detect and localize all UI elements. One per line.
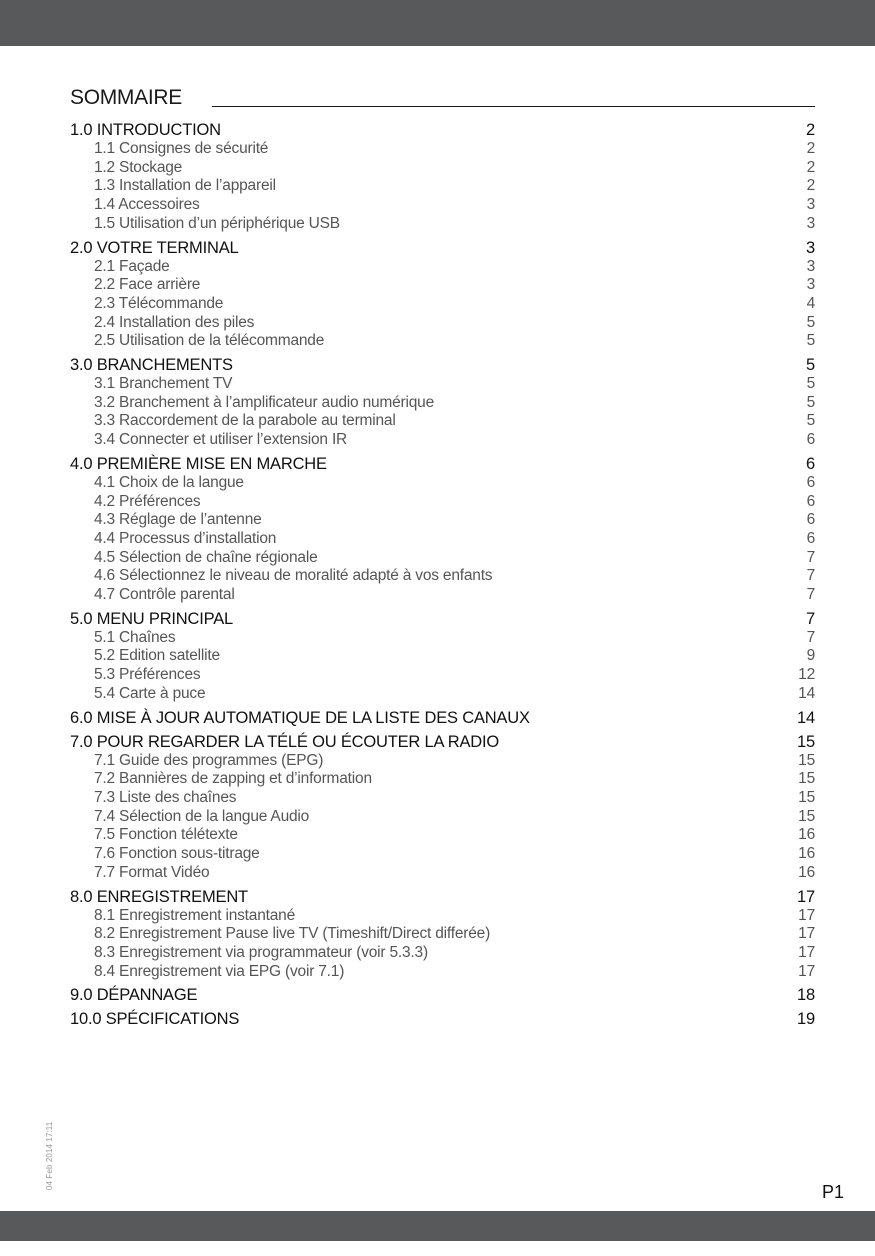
toc-item-row[interactable]: [70, 196, 815, 215]
toc-item-row[interactable]: [70, 215, 815, 234]
toc-item-row[interactable]: [70, 808, 815, 827]
toc-item-page: 6: [806, 511, 815, 529]
toc-item-row[interactable]: [70, 752, 815, 771]
toc-item-row[interactable]: [70, 511, 815, 530]
page-title: SOMMAIRE: [70, 86, 182, 109]
toc-item-page: 3: [806, 257, 815, 275]
toc-section-page: 6: [806, 454, 815, 473]
toc-item-page: 7: [806, 567, 815, 585]
toc-section-row[interactable]: [70, 888, 815, 907]
toc-item-page: 16: [798, 826, 815, 844]
toc-section: [70, 356, 815, 450]
toc-item-label: 3.4 Connecter et utiliser l’extension IR: [94, 431, 348, 449]
toc-item-page: 5: [806, 332, 815, 350]
toc-section-title: 9.0 DÉPANNAGE: [70, 986, 198, 1005]
toc-section-page: 7: [806, 609, 815, 628]
toc-item-label: 1.3 Installation de l’appareil: [94, 177, 276, 195]
toc-section-title: 7.0 POUR REGARDER LA TÉLÉ OU ÉCOUTER LA RADIO: [70, 732, 499, 751]
toc-item-page: 17: [798, 962, 815, 980]
toc-section-row[interactable]: [70, 121, 815, 140]
toc-item-row[interactable]: [70, 666, 815, 685]
toc-item-label: 2.2 Face arrière: [94, 276, 201, 294]
toc-item-row[interactable]: [70, 944, 815, 963]
toc-item-label: 5.4 Carte à puce: [94, 684, 206, 702]
toc-item-row[interactable]: [70, 567, 815, 586]
toc-section-title: 3.0 BRANCHEMENTS: [70, 356, 233, 375]
print-timestamp: 04 Feb 2014 17:11: [45, 1121, 54, 1190]
toc-section-title: 4.0 PREMIÈRE MISE EN MARCHE: [70, 454, 327, 473]
toc-item-label: 2.3 Télécommande: [94, 294, 224, 312]
toc-item-page: 4: [806, 294, 815, 312]
toc-section: [70, 239, 815, 352]
toc-item-label: 8.2 Enregistrement Pause live TV (Timeshift/Direct differée): [94, 925, 491, 943]
toc-item-page: 7: [806, 548, 815, 566]
toc-item-page: 15: [798, 751, 815, 769]
toc-item-page: 3: [806, 214, 815, 232]
toc-item-page: 16: [798, 845, 815, 863]
toc-item-page: 15: [798, 807, 815, 825]
toc-item-page: 17: [798, 943, 815, 961]
toc-section-page: 3: [806, 238, 815, 257]
toc-item-label: 4.5 Sélection de chaîne régionale: [94, 548, 318, 566]
toc-item-row[interactable]: [70, 629, 815, 648]
toc-section: [70, 709, 815, 728]
toc-section-title: 8.0 ENREGISTREMENT: [70, 887, 248, 906]
toc-heading: [70, 86, 815, 112]
toc-item-row[interactable]: [70, 140, 815, 159]
toc-item-row[interactable]: [70, 770, 815, 789]
toc-item-row[interactable]: [70, 394, 815, 413]
toc-item-page: 16: [798, 863, 815, 881]
toc-section: [70, 888, 815, 982]
toc-section-title: 2.0 VOTRE TERMINAL: [70, 238, 239, 257]
toc-item-row[interactable]: [70, 295, 815, 314]
toc-section-row[interactable]: [70, 455, 815, 474]
toc-item-row[interactable]: [70, 493, 815, 512]
toc-item-label: 5.1 Chaînes: [94, 628, 176, 646]
toc-item-page: 6: [806, 492, 815, 510]
toc-item-label: 5.3 Préférences: [94, 666, 201, 684]
toc-item-row[interactable]: [70, 963, 815, 982]
toc-section-row[interactable]: [70, 986, 815, 1005]
toc-item-page: 17: [798, 906, 815, 924]
toc-item-row[interactable]: [70, 907, 815, 926]
toc-item-row[interactable]: [70, 474, 815, 493]
toc-item-row[interactable]: [70, 314, 815, 333]
toc-item-page: 2: [806, 158, 815, 176]
toc-section: [70, 610, 815, 704]
toc-section: [70, 986, 815, 1005]
toc-section-title: 1.0 INTRODUCTION: [70, 121, 221, 139]
toc-item-page: 7: [806, 628, 815, 646]
toc-item-label: 7.7 Format Vidéo: [94, 863, 210, 881]
toc-item-page: 15: [798, 788, 815, 806]
toc-item-row[interactable]: [70, 177, 815, 196]
toc-item-page: 9: [806, 647, 815, 665]
toc-section-title: 10.0 SPÉCIFICATIONS: [70, 1010, 240, 1029]
toc-item-row[interactable]: [70, 647, 815, 666]
toc-item-page: 3: [806, 196, 815, 214]
toc-section-page: 5: [806, 356, 815, 375]
toc-item-row[interactable]: [70, 789, 815, 808]
toc-item-row[interactable]: [70, 826, 815, 845]
toc-section: [70, 1010, 815, 1029]
table-of-contents: [70, 121, 815, 1034]
toc-item-page: 6: [806, 529, 815, 547]
toc-item-row[interactable]: [70, 864, 815, 883]
bottom-footer-band: [0, 1211, 875, 1241]
toc-item-label: 3.2 Branchement à l’amplificateur audio numérique: [94, 393, 435, 411]
toc-item-label: 8.1 Enregistrement instantané: [94, 906, 295, 924]
toc-item-row[interactable]: [70, 412, 815, 431]
toc-item-row[interactable]: [70, 159, 815, 178]
toc-item-page: 5: [806, 313, 815, 331]
toc-item-label: 2.1 Façade: [94, 257, 170, 275]
toc-section: [70, 733, 815, 883]
toc-section-row[interactable]: [70, 733, 815, 752]
toc-item-row[interactable]: [70, 586, 815, 605]
toc-item-row[interactable]: [70, 431, 815, 450]
toc-item-page: 2: [806, 140, 815, 157]
toc-item-page: 17: [798, 925, 815, 943]
toc-item-label: 7.4 Sélection de la langue Audio: [94, 807, 310, 825]
toc-item-row[interactable]: [70, 685, 815, 704]
toc-item-label: 5.2 Edition satellite: [94, 647, 220, 665]
toc-item-row[interactable]: [70, 258, 815, 277]
page-number: P1: [821, 1182, 844, 1202]
toc-section-page: 17: [797, 887, 815, 906]
toc-item-label: 1.4 Accessoires: [94, 196, 200, 214]
toc-item-page: 5: [806, 412, 815, 430]
toc-section-page: 19: [797, 1010, 815, 1029]
toc-item-label: 7.2 Bannières de zapping et d’information: [94, 770, 372, 788]
toc-section-row[interactable]: [70, 1010, 815, 1029]
toc-item-page: 6: [806, 473, 815, 491]
toc-item-label: 8.4 Enregistrement via EPG (voir 7.1): [94, 962, 345, 980]
toc-item-page: 12: [798, 666, 815, 684]
toc-item-label: 7.1 Guide des programmes (EPG): [94, 751, 324, 769]
toc-section-row[interactable]: [70, 610, 815, 629]
toc-item-row[interactable]: [70, 332, 815, 351]
toc-item-label: 2.4 Installation des piles: [94, 313, 255, 331]
toc-item-row[interactable]: [70, 530, 815, 549]
toc-section-page: 2: [806, 121, 815, 139]
toc-item-page: 5: [806, 393, 815, 411]
toc-item-page: 6: [806, 431, 815, 449]
toc-item-label: 7.5 Fonction télétexte: [94, 826, 238, 844]
toc-section-page: 14: [797, 708, 815, 727]
toc-item-page: 14: [798, 684, 815, 702]
toc-item-label: 4.1 Choix de la langue: [94, 473, 244, 491]
toc-section-title: 6.0 MISE À JOUR AUTOMATIQUE DE LA LISTE DES CANAUX: [70, 708, 530, 727]
toc-section-title: 5.0 MENU PRINCIPAL: [70, 609, 233, 628]
toc-item-row[interactable]: [70, 845, 815, 864]
toc-item-label: 3.3 Raccordement de la parabole au terminal: [94, 412, 396, 430]
toc-item-row[interactable]: [70, 925, 815, 944]
toc-item-page: 7: [806, 586, 815, 604]
toc-section-page: 18: [797, 986, 815, 1005]
toc-item-label: 1.2 Stockage: [94, 158, 183, 176]
toc-section-row[interactable]: [70, 356, 815, 375]
title-rule: [212, 106, 815, 107]
toc-item-label: 8.3 Enregistrement via programmateur (voir 5.3.3): [94, 943, 428, 961]
toc-section-row[interactable]: [70, 239, 815, 258]
toc-item-label: 4.2 Préférences: [94, 492, 201, 510]
toc-item-page: 3: [806, 276, 815, 294]
toc-item-label: 4.6 Sélectionnez le niveau de moralité adapté à vos enfants: [94, 567, 493, 585]
toc-item-row[interactable]: [70, 375, 815, 394]
toc-item-row[interactable]: [70, 549, 815, 568]
toc-item-label: 3.1 Branchement TV: [94, 375, 233, 393]
toc-item-label: 7.3 Liste des chaînes: [94, 788, 237, 806]
toc-item-label: 1.1 Consignes de sécurité: [94, 140, 269, 157]
toc-item-label: 4.7 Contrôle parental: [94, 586, 235, 604]
toc-item-label: 4.3 Réglage de l’antenne: [94, 511, 262, 529]
toc-item-label: 7.6 Fonction sous-titrage: [94, 845, 260, 863]
toc-item-label: 4.4 Processus d’installation: [94, 529, 277, 547]
toc-section: [70, 121, 815, 234]
toc-section-row[interactable]: [70, 709, 815, 728]
toc-section: [70, 455, 815, 605]
toc-item-label: 1.5 Utilisation d’un périphérique USB: [94, 214, 340, 232]
toc-item-label: 2.5 Utilisation de la télécommande: [94, 332, 325, 350]
toc-item-page: 2: [806, 177, 815, 195]
toc-section-page: 15: [797, 732, 815, 751]
top-header-band: [0, 0, 875, 46]
toc-item-page: 5: [806, 375, 815, 393]
toc-item-row[interactable]: [70, 276, 815, 295]
toc-item-page: 15: [798, 770, 815, 788]
